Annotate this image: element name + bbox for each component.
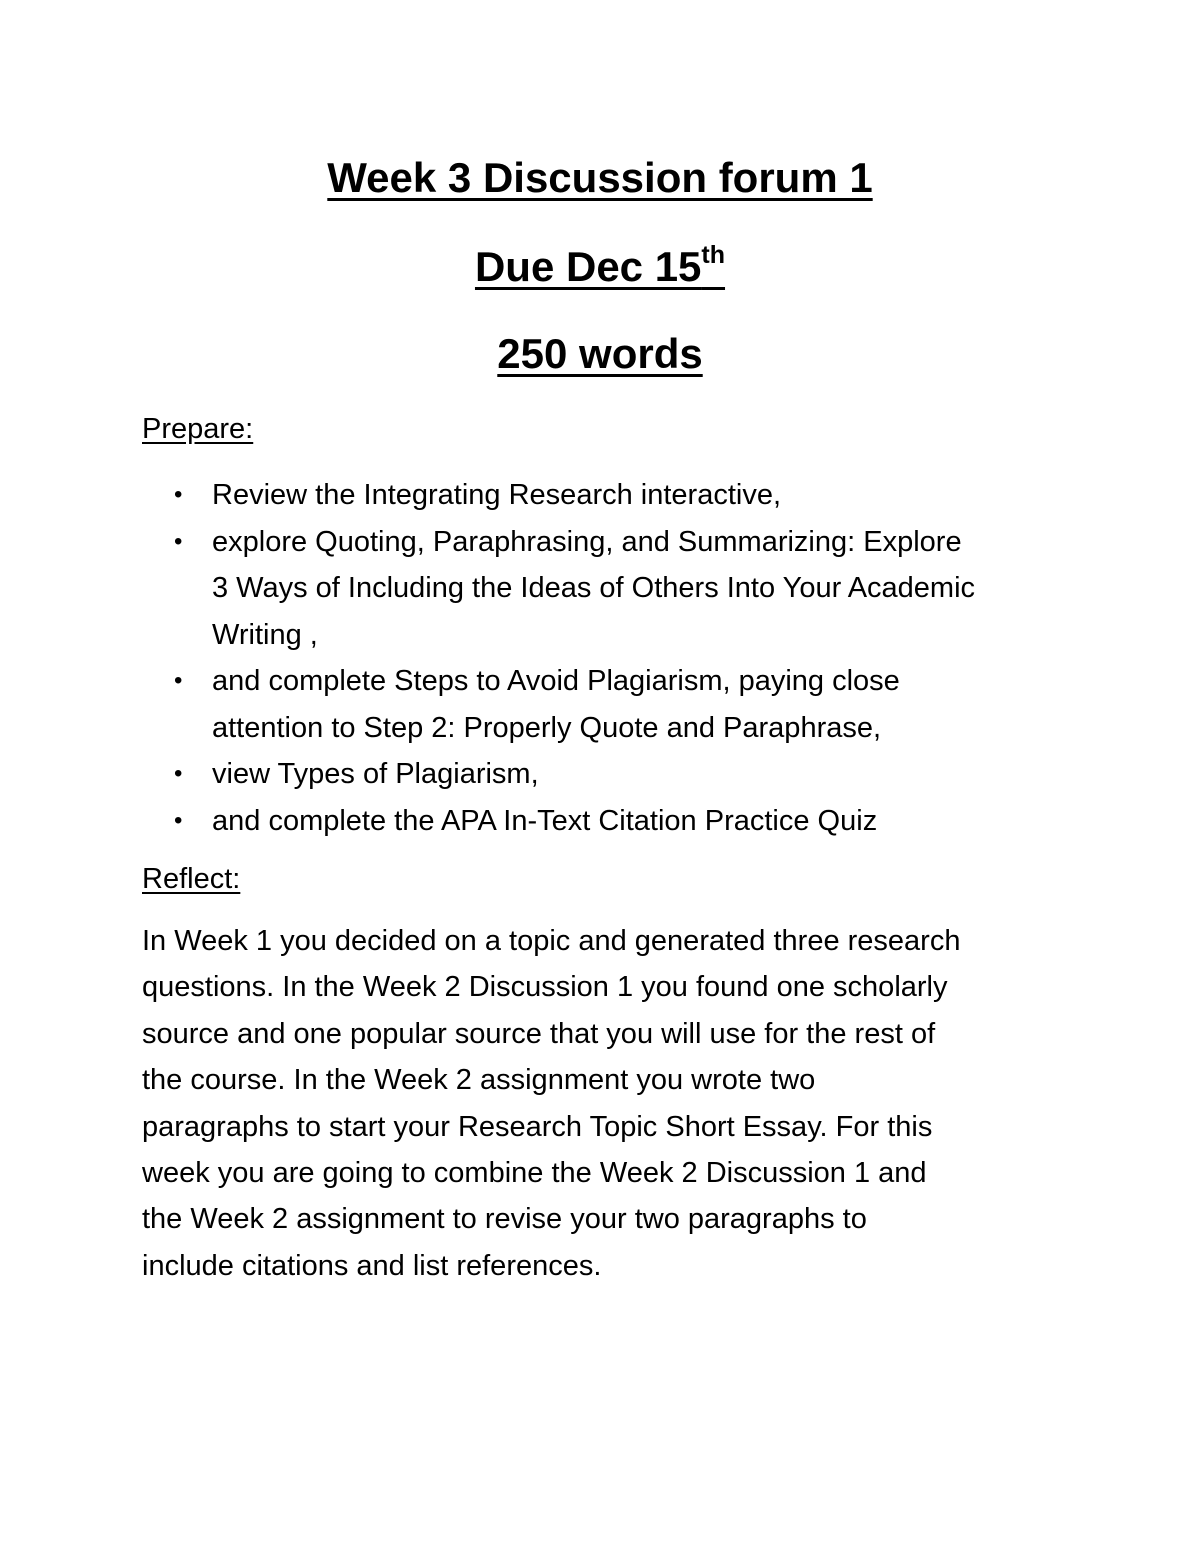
list-item-line: 3 Ways of Including the Ideas of Others Into Your Academic	[212, 572, 976, 604]
reflect-paragraph	[142, 918, 1102, 1289]
list-item	[0, 658, 1100, 751]
list-item-line: Review the Integrating Research interactive,	[212, 479, 782, 511]
word-count-text: 250 words	[497, 330, 703, 377]
paragraph-line: source and one popular source that you will use for the rest of	[142, 1017, 936, 1050]
due-date-text: Due Dec 15	[474, 243, 702, 290]
bullet-icon: •	[174, 667, 183, 694]
due-date-suffix: th	[701, 241, 726, 269]
paragraph-line: the Week 2 assignment to revise your two paragraphs to	[142, 1203, 867, 1236]
bullet-icon: •	[174, 481, 183, 508]
word-count-heading	[0, 330, 1200, 378]
list-item	[0, 798, 1100, 845]
page-title	[0, 154, 1200, 202]
list-item	[0, 472, 1100, 519]
bullet-icon: •	[174, 806, 183, 834]
list-item	[0, 751, 1100, 798]
prepare-list	[0, 472, 1100, 844]
list-item	[0, 519, 1100, 659]
paragraph-line: paragraphs to start your Research Topic Short Essay. For this	[142, 1110, 933, 1143]
prepare-label: Prepare:	[142, 413, 254, 445]
list-item-line: view Types of Plagiarism,	[212, 758, 539, 790]
bullet-icon: •	[174, 760, 183, 787]
list-item-line: explore Quoting, Paraphrasing, and Summarizing: Explore	[212, 525, 962, 558]
bullet-icon: •	[174, 527, 183, 555]
paragraph-line: week you are going to combine the Week 2 Discussion 1 and	[142, 1157, 927, 1190]
paragraph-line: questions. In the Week 2 Discussion 1 you found one scholarly	[142, 971, 948, 1004]
title-text: Week 3 Discussion forum 1	[327, 154, 873, 201]
paragraph-line: the course. In the Week 2 assignment you wrote two	[142, 1064, 816, 1097]
list-item-line: Writing ,	[212, 618, 318, 651]
list-item-line: and complete the APA In-Text Citation Practice Quiz	[212, 804, 878, 837]
list-item-line: attention to Step 2: Properly Quote and Paraphrase,	[212, 711, 882, 744]
paragraph-line: In Week 1 you decided on a topic and generated three research	[142, 925, 961, 957]
paragraph-line: include citations and list references.	[142, 1249, 602, 1282]
reflect-label: Reflect:	[142, 863, 241, 895]
list-item-line: and complete Steps to Avoid Plagiarism, paying close	[212, 665, 900, 697]
due-date-heading	[0, 243, 1200, 291]
